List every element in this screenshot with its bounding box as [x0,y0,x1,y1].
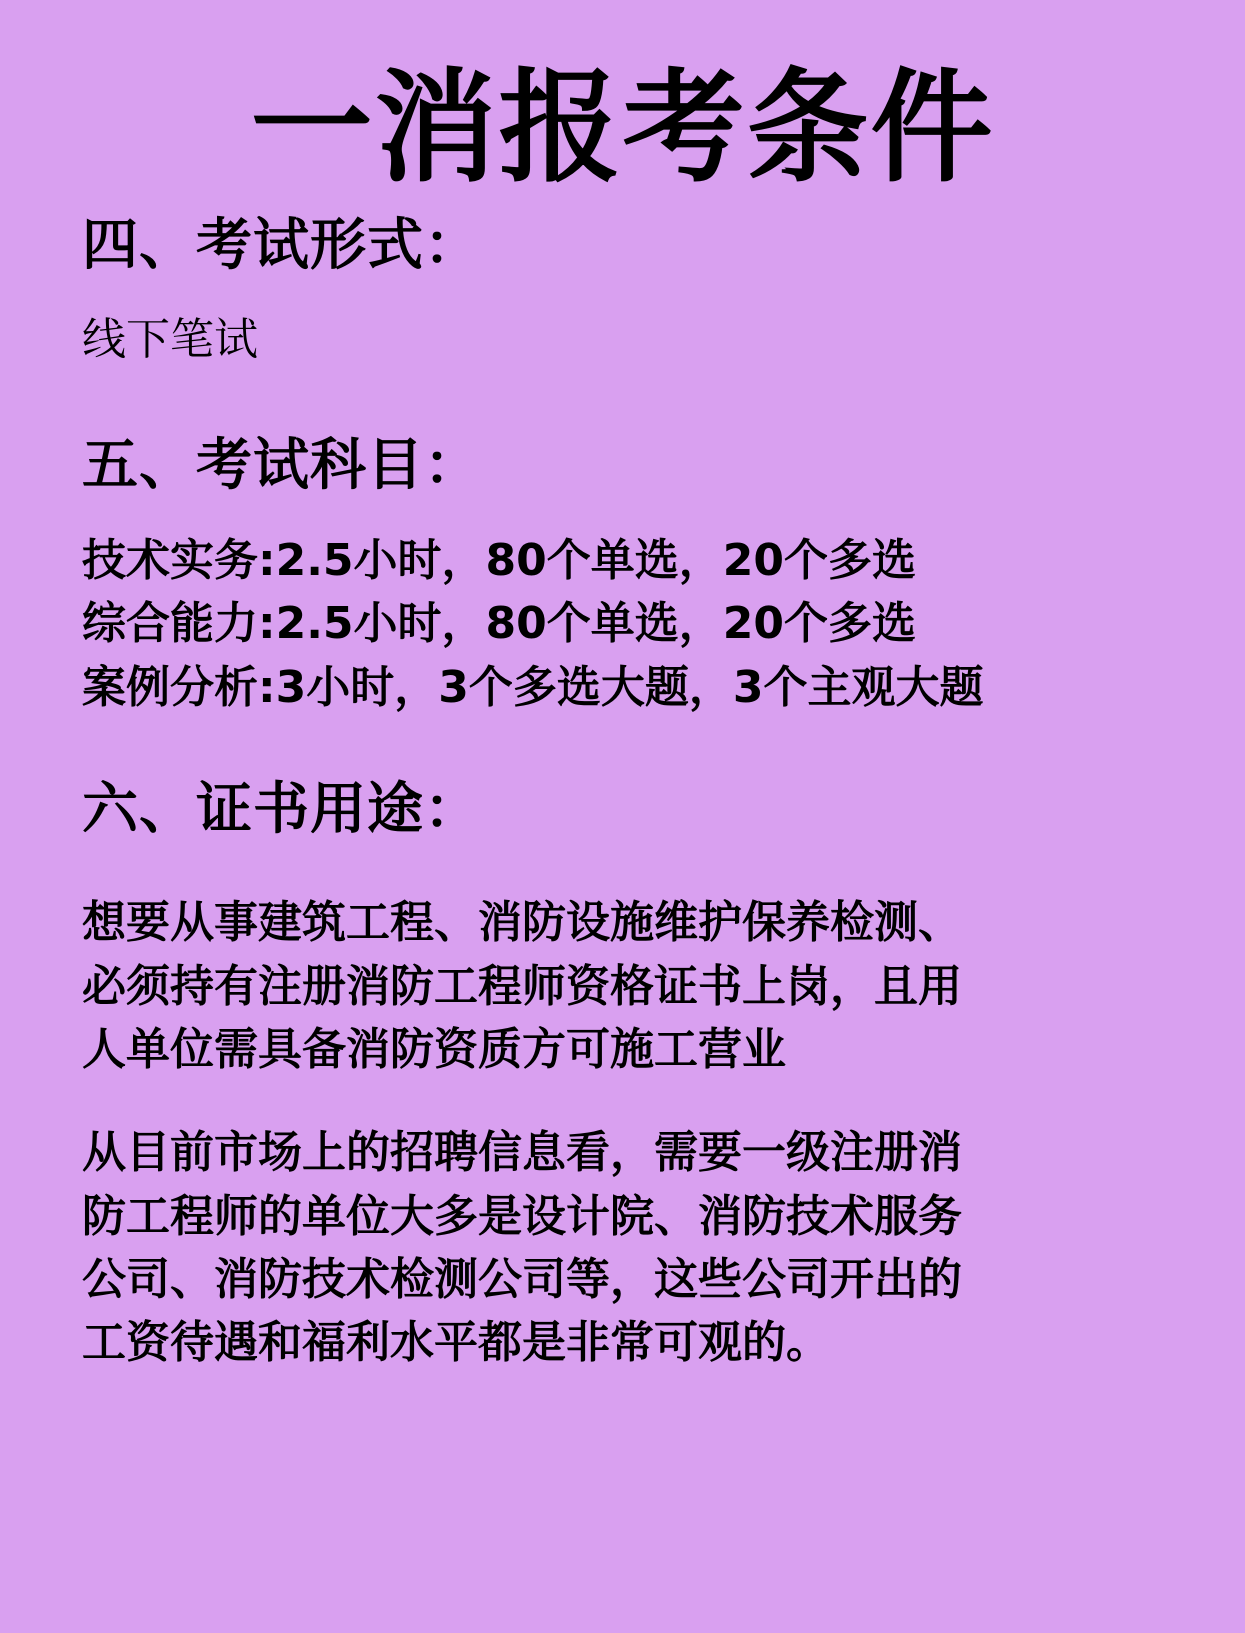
certificate-use-paragraph-one [82,891,1175,1081]
spacer [70,375,1175,431]
paragraph-line: 公司、消防技术检测公司等，这些公司开出的 [82,1253,962,1305]
certificate-use-paragraph-two [82,1121,1175,1374]
page-title: 一消报考条件 [250,57,995,199]
paragraph-line: 想要从事建筑工程、消防设施维护保养检测、 [82,897,962,949]
section-heading-exam-format: 四、考试形式： [82,212,481,278]
paragraph-line: 防工程师的单位大多是设计院、消防技术服务 [82,1190,962,1242]
spacer [70,1081,1175,1121]
exam-subjects-list [82,529,1175,719]
paragraph-line: 必须持有注册消防工程师资格证书上岗，且用 [82,960,962,1012]
list-item: 技术实务:2.5小时，80个单选，20个多选 [82,535,917,587]
paragraph-line: 工资待遇和福利水平都是非常可观的。 [82,1317,830,1369]
paragraph-line: 人单位需具备消防资质方可施工营业 [82,1023,786,1075]
spacer [70,507,1175,529]
exam-format-value: 线下笔试 [82,313,258,365]
spacer [70,719,1175,775]
paragraph-line: 从目前市场上的招聘信息看，需要一级注册消 [82,1127,962,1179]
spacer [70,851,1175,891]
section-heading-exam-subjects: 五、考试科目： [82,433,481,499]
section-heading-certificate-use: 六、证书用途： [82,777,481,843]
spacer [70,287,1175,309]
list-item: 案例分析:3小时，3个多选大题，3个主观大题 [82,661,984,713]
list-item: 综合能力:2.5小时，80个单选，20个多选 [82,598,917,650]
